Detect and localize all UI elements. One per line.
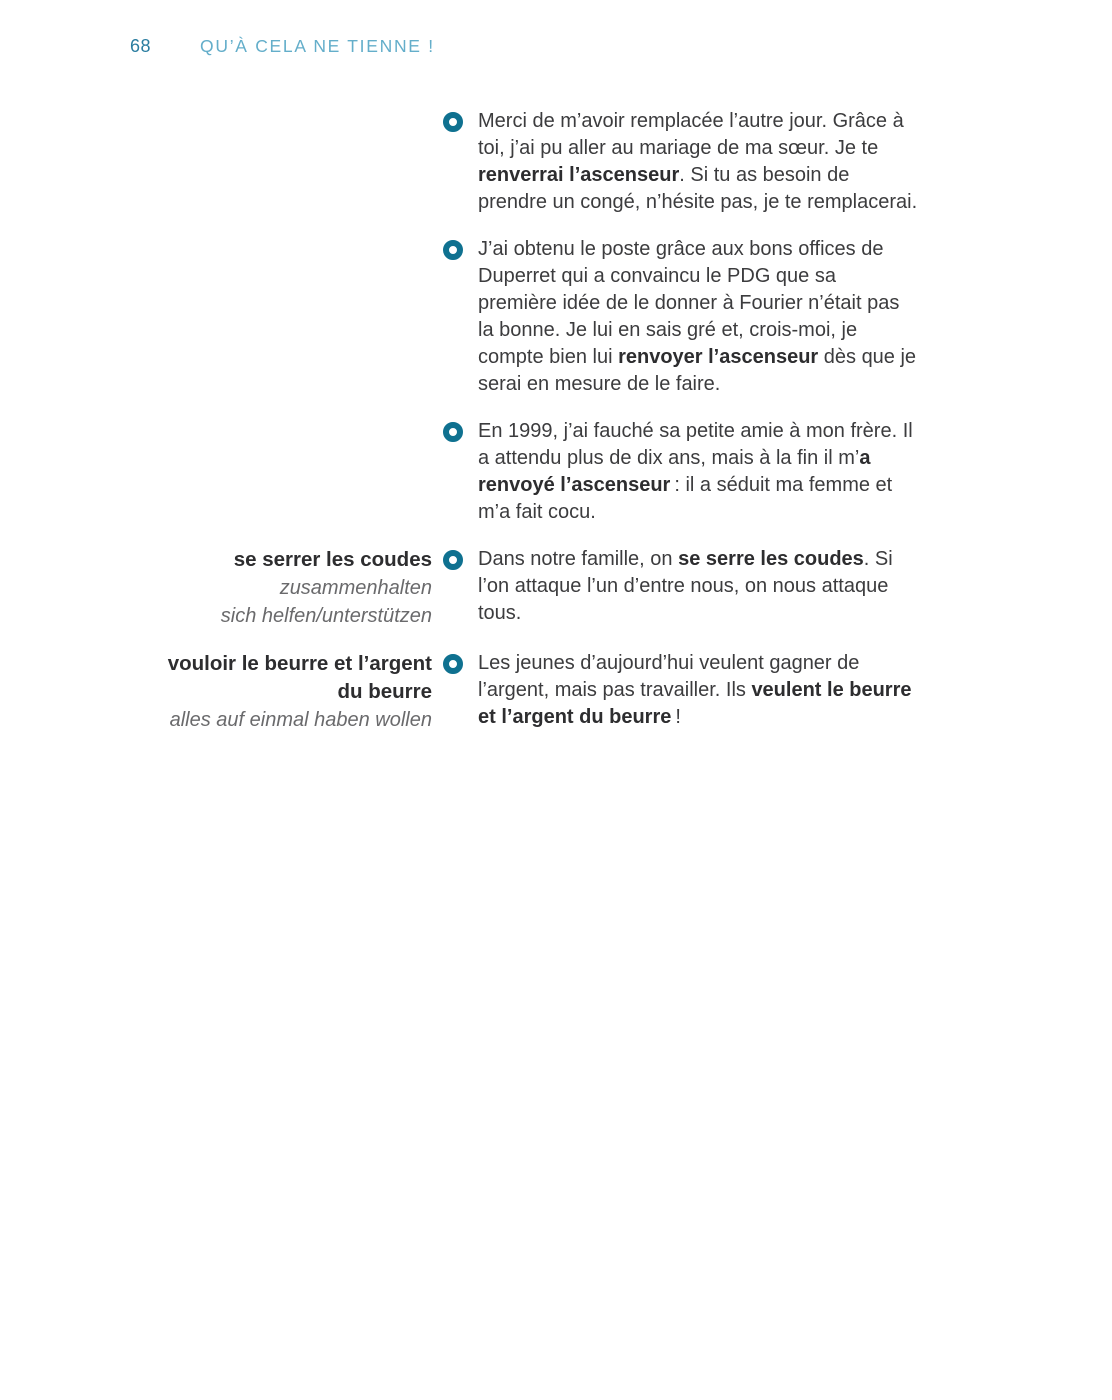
example-highlight: a renvoyé l’ascenseur (478, 447, 871, 496)
example-highlight: veulent le beurre et l’argent du beurre (478, 679, 912, 728)
ring-bullet-icon (443, 240, 463, 260)
example-text: ! (671, 706, 681, 728)
bullet-cell (443, 650, 463, 674)
example-highlight: renverrai l’ascenseur (478, 164, 680, 186)
translation-german: alles auf einmal haben wollen (169, 709, 432, 731)
example-paragraph (478, 418, 918, 526)
sidenote (152, 650, 432, 734)
ring-bullet-icon (443, 112, 463, 132)
bullet-cell (443, 236, 463, 260)
entry-row (152, 418, 922, 526)
page-number: 68 (130, 36, 152, 56)
ring-bullet-icon (443, 422, 463, 442)
example-text: . Si tu as besoin de prendre un congé, n’hésite pas, je te remplacerai. (478, 164, 918, 213)
entry-row (152, 546, 922, 630)
running-head (130, 36, 990, 56)
example-text: Dans notre famille, on (478, 548, 679, 570)
example-text: Les jeunes d’aujourd’hui veulent gagner de l’argent, mais pas travailler. Ils (478, 652, 860, 701)
translation-german: zusammenhalten (279, 577, 432, 599)
example-paragraph (478, 546, 918, 627)
bullet-cell (443, 546, 463, 570)
example-highlight: se serre les coudes (678, 548, 864, 570)
ring-bullet-icon (443, 654, 463, 674)
bullet-cell (443, 108, 463, 132)
expression-french: vouloir le beurre et l’argent du beurre (167, 652, 432, 703)
entry-row (152, 650, 922, 734)
example-paragraph (478, 650, 918, 731)
ring-bullet-icon (443, 550, 463, 570)
expression-french: se serrer les coudes (233, 548, 432, 571)
entry-row (152, 108, 922, 216)
chapter-title: QU’À CELA NE TIENNE ! (200, 36, 435, 56)
translation-german: sich helfen/unterstützen (220, 605, 432, 627)
example-text: : il a séduit ma femme et m’a fait cocu. (478, 474, 893, 523)
example-highlight: renvoyer l’ascenseur (618, 346, 819, 368)
example-text: dès que je serai en mesure de le faire. (478, 346, 917, 395)
example-paragraph (478, 108, 918, 216)
bullet-cell (443, 418, 463, 442)
example-text: En 1999, j’ai fauché sa petite amie à mon frère. Il a attendu plus de dix ans, mais à la fin il m’ (478, 420, 913, 469)
example-text: Merci de m’avoir remplacée l’autre jour. Grâce à toi, j’ai pu aller au mariage de ma sœur. Je te (478, 110, 904, 159)
entries-list (152, 108, 922, 754)
sidenote (152, 546, 432, 630)
example-paragraph (478, 236, 918, 398)
example-text: . Si l’on attaque l’un d’entre nous, on nous attaque tous. (478, 548, 893, 624)
example-text: J’ai obtenu le poste grâce aux bons offices de Duperret qui a convaincu le PDG que sa première idée de le donner à Fourier n’était pas la bonne. Je lui en sais gré et, crois-moi, je compte bien lui (478, 238, 900, 368)
entry-row (152, 236, 922, 398)
